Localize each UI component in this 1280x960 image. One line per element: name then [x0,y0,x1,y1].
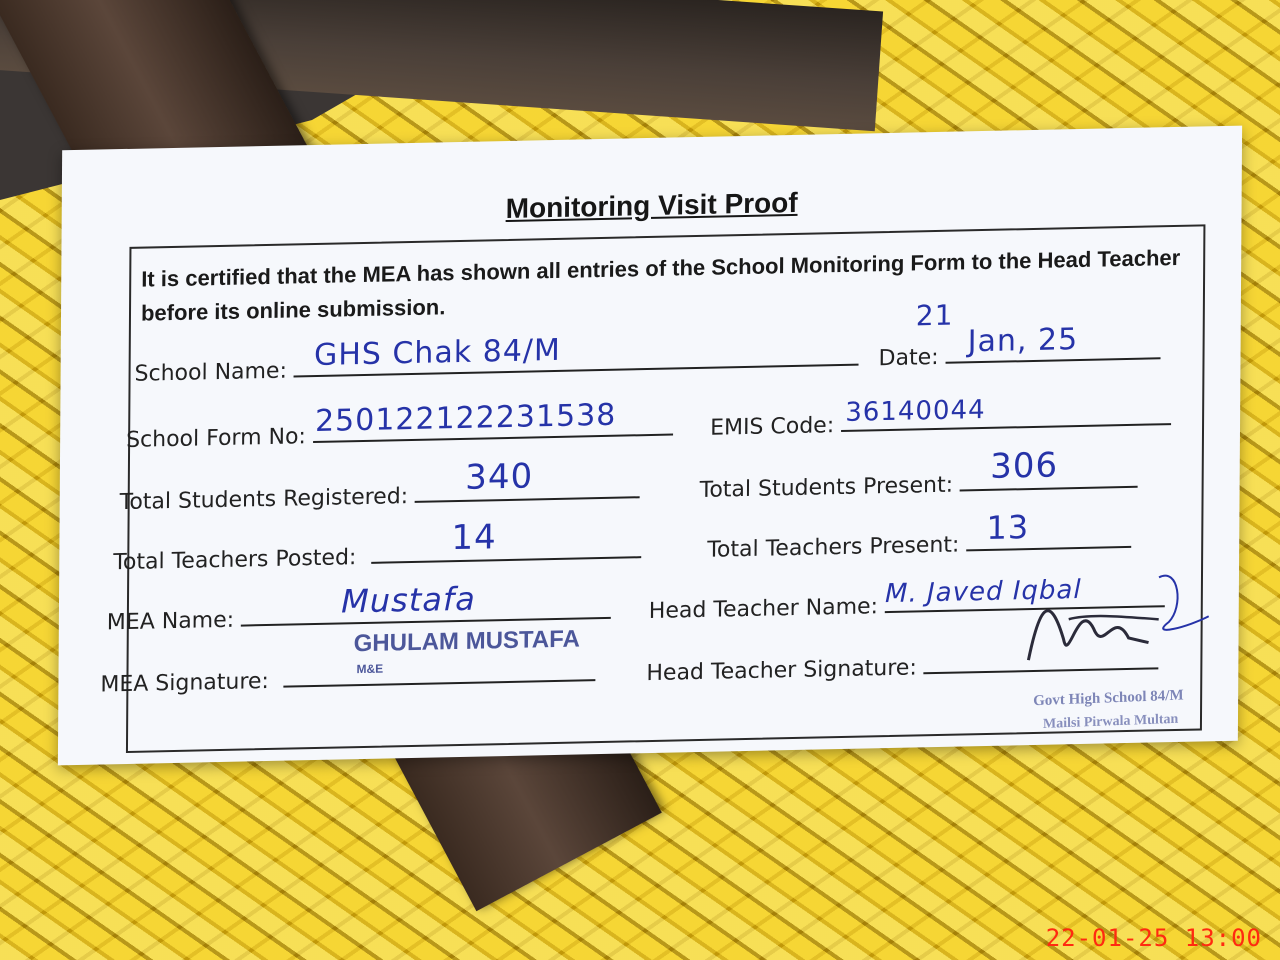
mea-stamp-sub: M&E [356,661,384,677]
mea-name-line [241,579,611,627]
teachers-posted-value: 14 [451,517,497,559]
mea-signature-row [100,653,596,697]
students-present-row [699,445,1139,503]
school-name-row [134,332,859,387]
students-present-value: 306 [990,445,1059,487]
school-form-no-row [126,397,673,453]
teachers-posted-line [371,517,641,564]
photo-timestamp: 22-01-25 13:00 [1045,924,1262,952]
head-teacher-name-value: M. Javed Iqbal [884,574,1082,610]
school-stamp-line2: Mailsi Pirwala Multan [1042,711,1179,732]
school-name-label: School Name: [134,358,288,387]
date-line [915,298,1161,364]
teachers-present-line [966,508,1131,551]
teachers-posted-row [113,517,641,576]
date-label: Date: [878,344,939,372]
date-day-value: 21 [915,298,954,333]
school-name-line [294,332,859,378]
head-teacher-name-label: Head Teacher Name: [648,594,879,625]
mea-name-label: MEA Name: [106,607,235,636]
school-name-value: GHS Chak 84/M [313,332,561,374]
teachers-present-label: Total Teachers Present: [707,532,960,563]
date-value: Jan, 25 [967,322,1079,360]
school-stamp-line1: Govt High School 84/M [1033,687,1184,710]
mea-stamp-name: GHULAM MUSTAFA [353,625,580,658]
monitoring-slip [58,126,1242,766]
mea-signature-line [284,653,596,688]
mea-name-value: Mustafa [341,579,476,621]
school-form-no-value: 250122122231538 [314,397,617,440]
slip-title: Monitoring Visit Proof [505,186,798,225]
students-registered-label: Total Students Registered: [119,484,409,516]
school-form-no-line [313,397,673,444]
teachers-posted-label: Total Teachers Posted: [113,545,357,576]
school-form-no-label: School Form No: [126,424,306,453]
students-registered-line [415,456,640,503]
form-box [100,224,1206,753]
head-teacher-signature-mark [1008,566,1229,681]
certification-text: It is certified that the MEA has shown all entries of the School Monitoring Form to the Head Teacher before its online submission. [140,244,1181,326]
emis-code-value: 36140044 [845,394,986,428]
students-present-line [960,445,1138,492]
emis-code-row [710,394,1171,441]
emis-code-line [841,394,1171,432]
head-teacher-signature-label: Head Teacher Signature: [646,655,917,687]
mea-signature-label: MEA Signature: [100,668,269,698]
students-present-label: Total Students Present: [699,472,954,503]
teachers-present-value: 13 [986,508,1030,547]
students-registered-row [119,456,641,516]
students-registered-value: 340 [465,456,534,498]
teachers-present-row [707,508,1131,563]
date-row [878,298,1160,372]
emis-code-label: EMIS Code: [710,413,835,441]
